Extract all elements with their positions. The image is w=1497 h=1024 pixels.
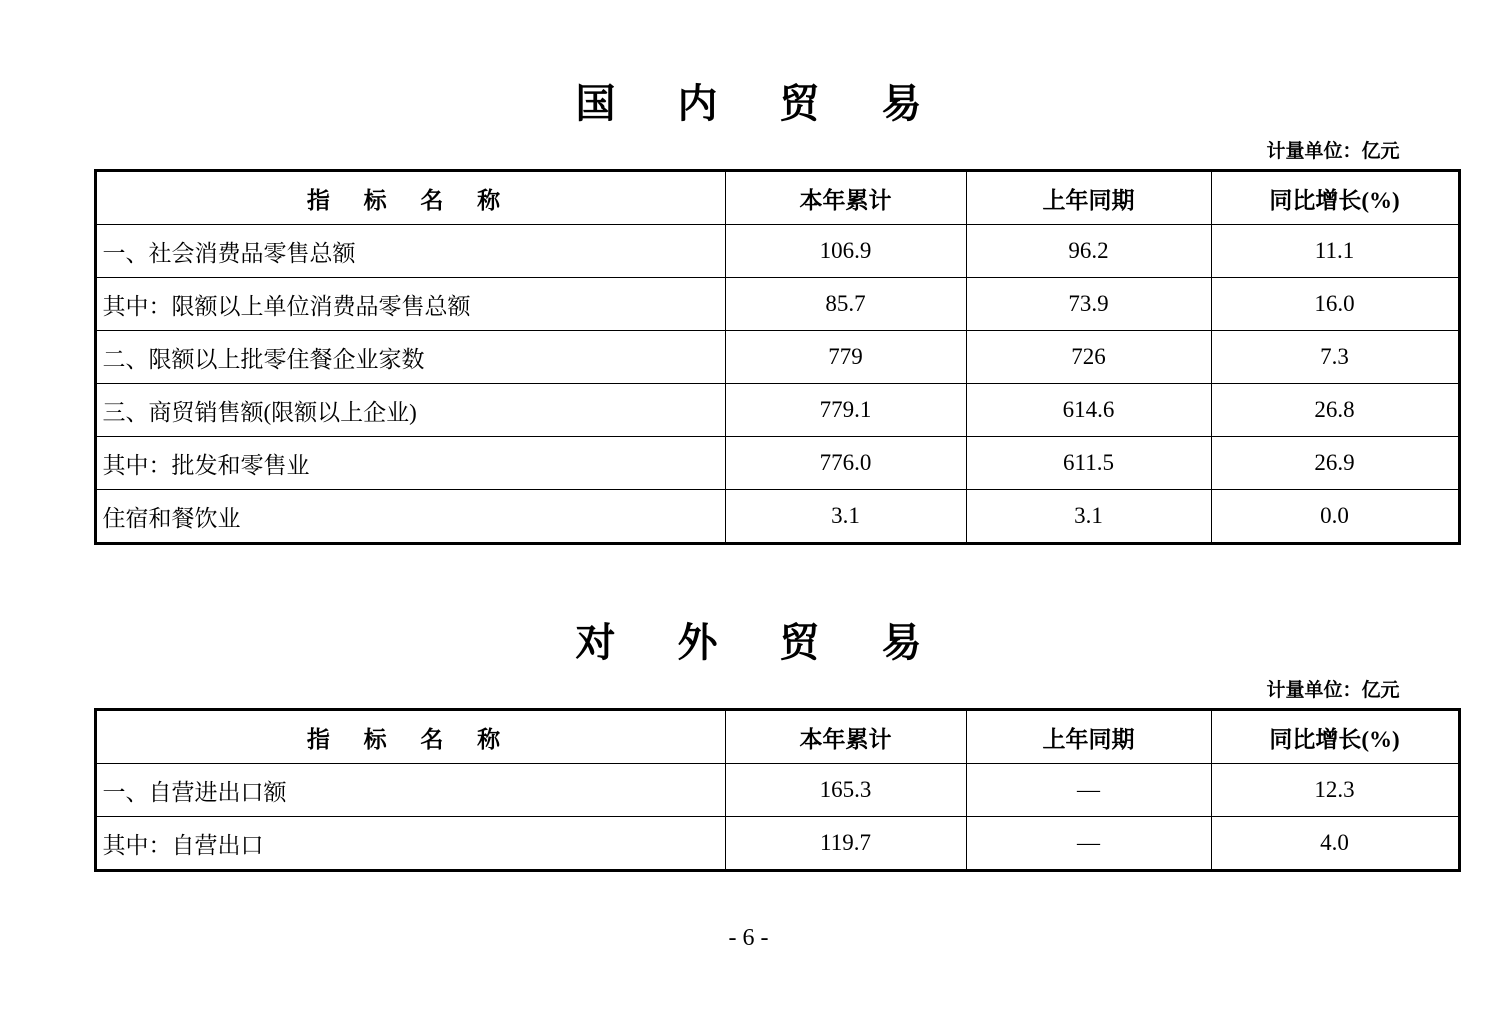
- cell-current-year: 779: [725, 331, 966, 384]
- column-header-growth: 同比增长(%): [1211, 171, 1459, 225]
- table-row: [95, 817, 1459, 871]
- cell-current-year: 119.7: [725, 817, 966, 871]
- table-body: [95, 225, 1459, 544]
- row-label: 二、限额以上批零住餐企业家数: [95, 331, 725, 384]
- page-number: - 6 -: [728, 925, 769, 951]
- cell-growth: 11.1: [1211, 225, 1459, 278]
- table-row: [95, 437, 1459, 490]
- cell-growth: 12.3: [1211, 764, 1459, 817]
- row-label: 一、自营进出口额: [95, 764, 725, 817]
- unit-label: 计量单位：亿元: [1266, 680, 1400, 701]
- section-title: 对 外 贸 易: [575, 620, 948, 665]
- table-row: [95, 225, 1459, 278]
- cell-growth: 26.8: [1211, 384, 1459, 437]
- cell-growth: 4.0: [1211, 817, 1459, 871]
- table-domestic-trade: [94, 169, 1461, 545]
- cell-last-year: 611.5: [966, 437, 1211, 490]
- unit-label: 计量单位：亿元: [1266, 141, 1400, 162]
- cell-current-year: 106.9: [725, 225, 966, 278]
- cell-growth: 7.3: [1211, 331, 1459, 384]
- table-row: [95, 764, 1459, 817]
- row-label: 其中：自营出口: [95, 817, 725, 871]
- cell-last-year: 3.1: [966, 490, 1211, 544]
- table-row: [95, 384, 1459, 437]
- cell-last-year: 96.2: [966, 225, 1211, 278]
- section-domestic-trade: [94, 0, 1404, 545]
- table-row: [95, 331, 1459, 384]
- column-header-current-year: 本年累计: [725, 171, 966, 225]
- table-row: [95, 278, 1459, 331]
- table-body: [95, 764, 1459, 871]
- cell-current-year: 3.1: [725, 490, 966, 544]
- column-header-last-year: 上年同期: [966, 710, 1211, 764]
- page-title: 国 内 贸 易: [575, 81, 948, 126]
- cell-last-year: —: [966, 764, 1211, 817]
- cell-growth: 0.0: [1211, 490, 1459, 544]
- row-label: 住宿和餐饮业: [95, 490, 725, 544]
- table-row: [95, 490, 1459, 544]
- row-label: 其中：限额以上单位消费品零售总额: [95, 278, 725, 331]
- cell-current-year: 779.1: [725, 384, 966, 437]
- cell-last-year: 726: [966, 331, 1211, 384]
- cell-growth: 26.9: [1211, 437, 1459, 490]
- column-header-current-year: 本年累计: [725, 710, 966, 764]
- row-label: 其中：批发和零售业: [95, 437, 725, 490]
- row-label: 一、社会消费品零售总额: [95, 225, 725, 278]
- cell-current-year: 165.3: [725, 764, 966, 817]
- cell-last-year: 614.6: [966, 384, 1211, 437]
- table-header: [95, 171, 1459, 225]
- section-foreign-trade: [94, 545, 1404, 872]
- column-header-indicator: 指 标 名 称: [95, 171, 725, 225]
- cell-current-year: 85.7: [725, 278, 966, 331]
- cell-growth: 16.0: [1211, 278, 1459, 331]
- column-header-last-year: 上年同期: [966, 171, 1211, 225]
- cell-current-year: 776.0: [725, 437, 966, 490]
- row-label: 三、商贸销售额(限额以上企业): [95, 384, 725, 437]
- table-foreign-trade: [94, 708, 1461, 872]
- table-header-row: [95, 710, 1459, 764]
- column-header-growth: 同比增长(%): [1211, 710, 1459, 764]
- cell-last-year: 73.9: [966, 278, 1211, 331]
- column-header-indicator: 指 标 名 称: [95, 710, 725, 764]
- table-header-row: [95, 171, 1459, 225]
- table-header: [95, 710, 1459, 764]
- cell-last-year: —: [966, 817, 1211, 871]
